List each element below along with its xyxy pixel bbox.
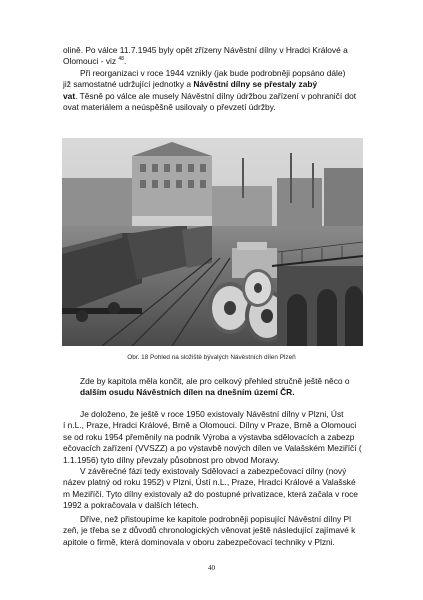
text-line: název platný od roku 1952) v Plzni, Ústí n.L., Praze, Hradci Králové a Valašské — [63, 477, 356, 488]
footnote-ref: 48 — [118, 56, 124, 63]
text-line: Zde by kapitola měla končit, ale pro celkový přehled stručně ještě něco o — [80, 376, 350, 386]
text-fragment: . — [123, 56, 127, 67]
text-line — [63, 387, 367, 398]
text-line: Dříve, než přistoupíme ke kapitole podrobněji popisující Návěstní dílny Pl — [80, 514, 351, 524]
text-line — [63, 56, 367, 67]
paragraph-further-fate — [63, 376, 367, 399]
text-line: ečovacích zařízení (VVSZZ) a po výstavbě nových dílen ve Valašském Meziříčí ( — [63, 443, 362, 454]
page-number: 40 — [208, 564, 215, 572]
text-line: í n.L., Praze, Hradci Králové, Brně a Olomouci. Dílny v Praze, Brně a Olomouci — [63, 420, 357, 431]
railway-yard-photo — [62, 138, 363, 346]
text-line: m Meziříčí. Tyto dílny existovaly až do postupné privatizace, která začala v roce — [63, 488, 358, 499]
bold-text: Návěstní dílny se přestaly zabý — [193, 79, 318, 90]
text-fragment: Olomouci - viz — [63, 56, 119, 67]
text-line — [63, 79, 367, 90]
text-line: 1992 a pokračovala v dalších létech. — [63, 500, 199, 511]
paragraph-wartime-workshops — [63, 45, 367, 68]
bold-text: vat — [63, 90, 76, 101]
text-line: ovat materiálem a neúspěšně usilovaly o převzetí údržby. — [63, 102, 276, 113]
text-line: apitole o firmě, která dominovala v oboru zabezpečovací techniky v Plzni. — [63, 536, 335, 547]
figure-caption: Obr. 18 Pohled na složiště bývalých Návěstních dílen Plzeň — [127, 354, 296, 361]
text-fragment: . — [292, 387, 295, 398]
text-line: se od roku 1954 přeměnily na podnik Výroba a výstavba sdělovacích a zabezp — [63, 431, 355, 442]
paragraph-next-chapter — [63, 514, 367, 548]
text-line: olině. Po válce 11.7.1945 byly opět zřízeny Návěstní dílny v Hradci Králové a — [63, 45, 348, 55]
text-line: V závěrečné fázi tedy existovaly Sdělovací a zabezpečovací dílny (nový — [80, 466, 347, 477]
text-fragment: již samostatné udržující jednotky a — [63, 79, 194, 90]
text-fragment: . Těsně po válce ale musely Návěstní dílny údržbou zařízení v pohraničí dot — [75, 90, 357, 101]
paragraph-postwar-workshops — [63, 409, 367, 512]
text-line: Při reorganizaci v roce 1944 vznikly (jak bude podrobněji popsáno dále) — [80, 68, 346, 78]
paragraph-reorganization — [63, 68, 367, 114]
text-line: Je doloženo, že ještě v roce 1950 existovaly Návěstní dílny v Plzni, Úst — [80, 409, 344, 419]
text-line: zeň, je třeba se z důvodů chronologických věnovat ještě následující zajímavé k — [63, 525, 356, 536]
text-line — [63, 91, 367, 102]
text-line: 1.1.1956) tyto dílny převzaly působnost pro obvod Moravy. — [63, 454, 280, 465]
bold-text: dalším osudu Návěstních dílen na dnešním území ČR — [80, 387, 293, 398]
